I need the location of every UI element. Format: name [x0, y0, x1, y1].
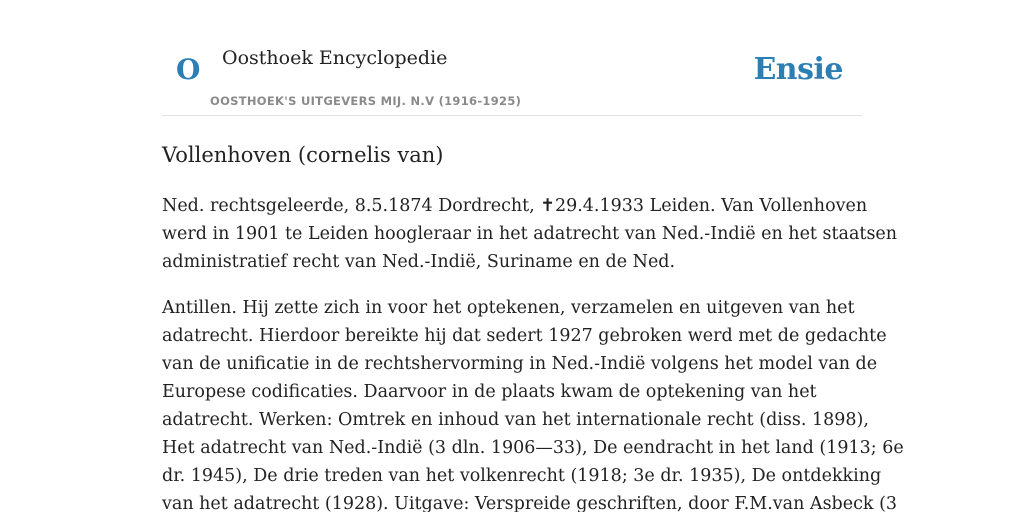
article-paragraph — [162, 294, 904, 512]
ensie-brand-link[interactable]: Ensie — [753, 52, 843, 87]
paragraph-line: administratief recht van Ned.-Indië, Suriname en de Ned. — [162, 252, 676, 272]
publisher-subtitle: OOSTHOEK'S UITGEVERS MIJ. N.V (1916-1925) — [210, 94, 522, 108]
paragraph-line: dr. 1945), De drie treden van het volkenrecht (1918; 3e dr. 1935), De ontdekking — [162, 466, 882, 486]
paragraph-line: Het adatrecht van Ned.-Indië (3 dln. 1906—33), De eendracht in het land (1913; 6e — [162, 438, 904, 458]
paragraph-line: Europese codificaties. Daarvoor in de plaats kwam de optekening van het — [162, 382, 817, 402]
site-header — [162, 0, 862, 116]
paragraph-line: werd in 1901 te Leiden hoogleraar in het adatrecht van Ned.-Indië en het staatsen — [162, 224, 898, 244]
article-paragraph — [162, 192, 898, 276]
paragraph-line: adatrecht. Werken: Omtrek en inhoud van het internationale recht (diss. 1898), — [162, 410, 869, 430]
article-title: Vollenhoven (cornelis van) — [162, 143, 444, 167]
site-logo[interactable]: O — [176, 53, 201, 86]
paragraph-line: van de unificatie in de rechtshervorming in Ned.-Indië volgens het model van de — [162, 354, 878, 374]
paragraph-line: Antillen. Hij zette zich in voor het optekenen, verzamelen en uitgeven van het — [162, 298, 855, 318]
paragraph-line: van het adatrecht (1928). Uitgave: Verspreide geschriften, door F.M.van Asbeck (3 — [162, 494, 898, 512]
paragraph-line: Ned. rechtsgeleerde, 8.5.1874 Dordrecht, ✝29.4.1933 Leiden. Van Vollenhoven — [162, 196, 868, 216]
article-body — [162, 192, 904, 512]
paragraph-line: adatrecht. Hierdoor bereikte hij dat sedert 1927 gebroken werd met de gedachte — [162, 326, 887, 346]
site-title-link[interactable]: Oosthoek Encyclopedie — [222, 47, 448, 69]
